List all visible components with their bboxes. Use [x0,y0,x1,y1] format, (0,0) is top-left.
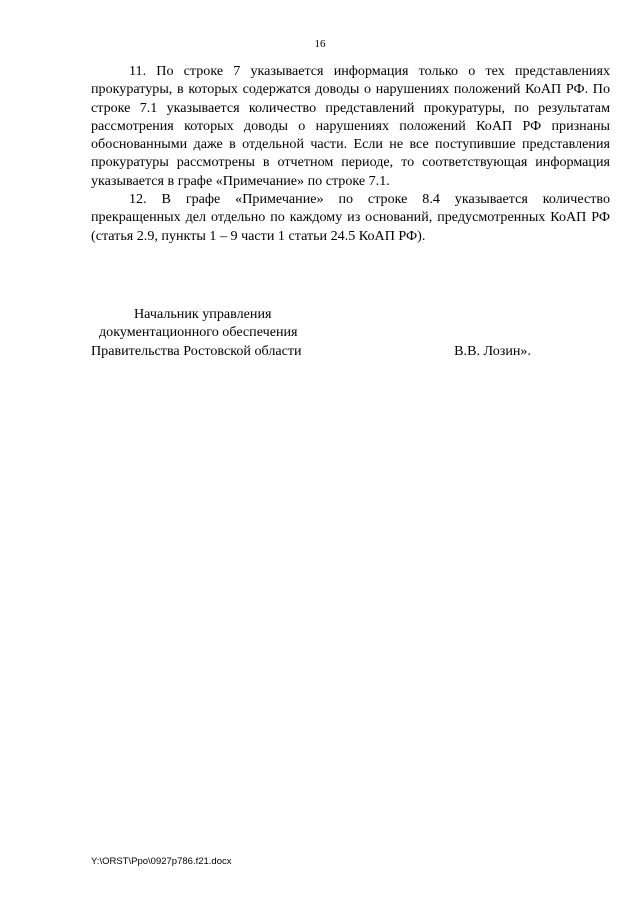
signatory-position-line-1: Начальник управления [134,306,272,322]
paragraph-11: 11. По строке 7 указывается информация только о тех представлениях прокуратуры, в которых содержатся доводы о нарушениях положений КоАП РФ. По строке 7.1 указывается количество представлений прокуратуры, по результатам рассмотрения которых доводы о нарушениях положений КоАП РФ признаны обоснованными даже в отдельной части. Если не все поступившие представления прокуратуры рассмотрены в отчетном периоде, то соответствующая информация указывается в графе «Примечание» по строке 7.1. [91,63,610,189]
page-number: 16 [314,38,326,50]
signatory-position-line-3: Правительства Ростовской области [91,342,302,359]
paragraph-12: 12. В графе «Примечание» по строке 8.4 указывается количество прекращенных дел отдельно по каждому из оснований, предусмотренных КоАП РФ (статья 2.9, пункты 1 – 9 части 1 статьи 24.5 КоАП РФ). [91,191,610,244]
document-body [91,62,610,245]
signature-block [91,305,531,360]
signatory-position-line-2: документационного обеспечения [99,324,298,341]
footer-file-path: Y:\ORST\Ppo\0927p786.f21.docx [91,856,232,867]
signatory-name: В.В. Лозин». [454,342,531,359]
signatory-row [91,342,531,360]
